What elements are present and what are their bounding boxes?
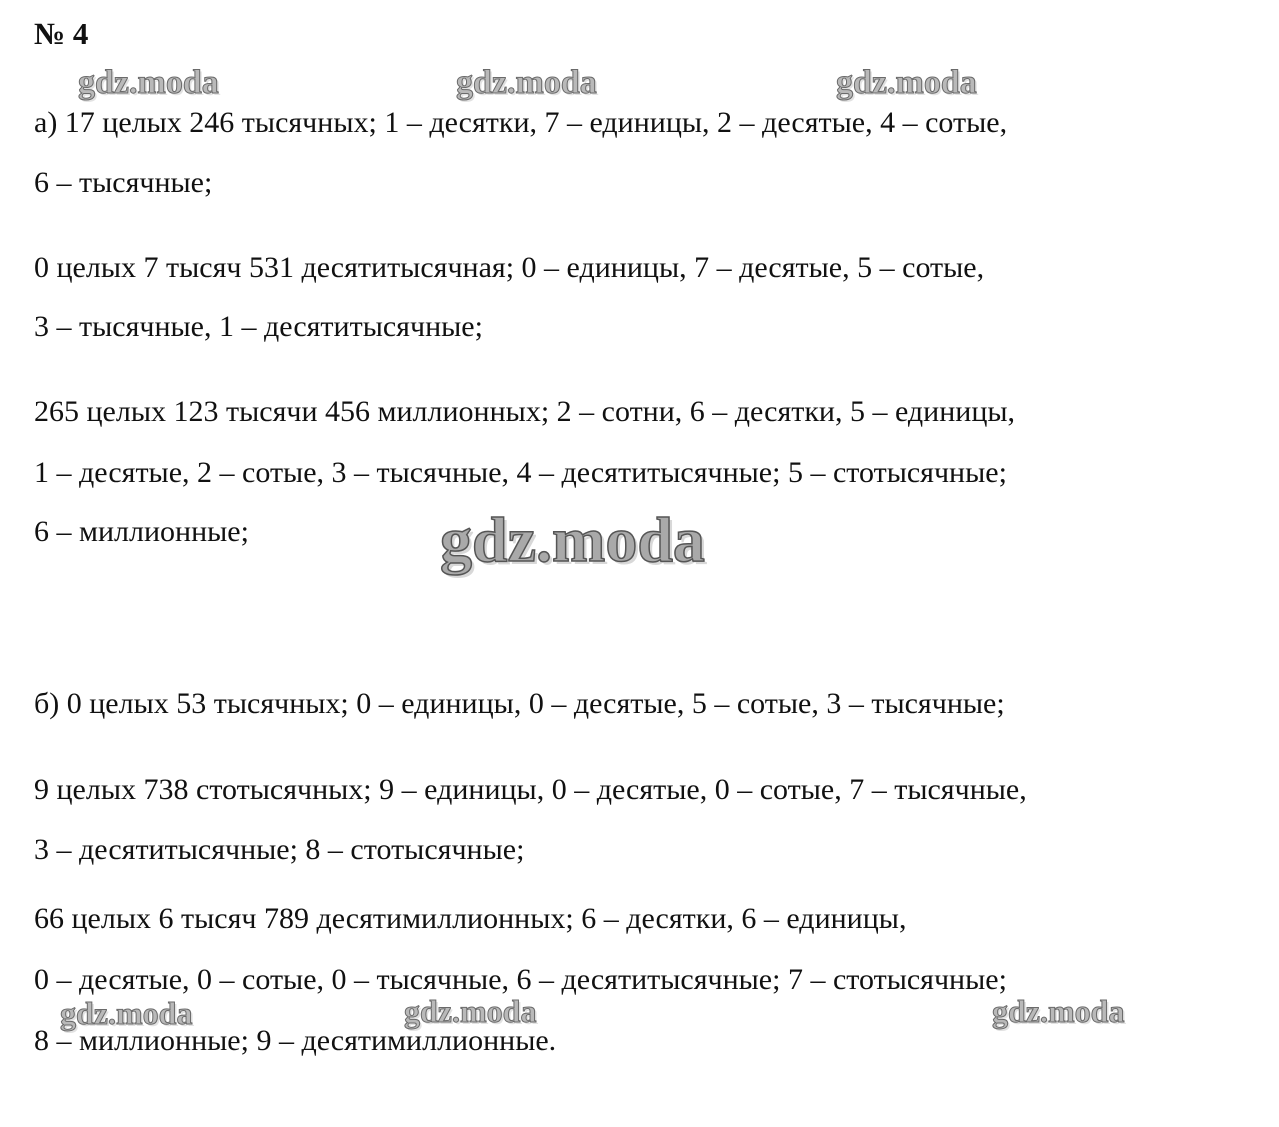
text-line-a3: 0 целых 7 тысяч 531 десятитысячная; 0 – единицы, 7 – десятые, 5 – сотые,: [34, 251, 985, 284]
text-line-b3: 3 – десятитысячные; 8 – стотысячные;: [34, 833, 525, 866]
text-line-a4: 3 – тысячные, 1 – десятитысячные;: [34, 310, 483, 343]
text-line-b1: б) 0 целых 53 тысячных; 0 – единицы, 0 – десятые, 5 – сотые, 3 – тысячные;: [34, 687, 1005, 720]
text-line-a5: 265 целых 123 тысячи 456 миллионных; 2 – сотни, 6 – десятки, 5 – единицы,: [34, 395, 1016, 428]
watermark-logo: gdz.moda: [78, 64, 219, 101]
watermark-logo: gdz.moda: [404, 993, 537, 1029]
text-line-b4: 66 целых 6 тысяч 789 десятимиллионных; 6 – десятки, 6 – единицы,: [34, 902, 907, 935]
text-line-b5: 0 – десятые, 0 – сотые, 0 – тысячные, 6 – десятитысячные; 7 – стотысячные;: [34, 963, 1007, 996]
watermark-logo: gdz.moda: [456, 64, 597, 101]
watermark-logo-large: gdz.moda: [440, 504, 705, 575]
text-line-a1: а) 17 целых 246 тысячных; 1 – десятки, 7 – единицы, 2 – десятые, 4 – сотые,: [34, 106, 1008, 139]
text-line-a7: 6 – миллионные;: [34, 515, 249, 548]
text-line-a2: 6 – тысячные;: [34, 166, 213, 199]
watermark-logo: gdz.moda: [992, 993, 1125, 1029]
text-line-a6: 1 – десятые, 2 – сотые, 3 – тысячные, 4 – десятитысячные; 5 – стотысячные;: [34, 456, 1007, 489]
text-line-b2: 9 целых 738 стотысячных; 9 – единицы, 0 – десятые, 0 – сотые, 7 – тысячные,: [34, 773, 1027, 806]
watermark-logo: gdz.moda: [836, 64, 977, 101]
watermark-logo: gdz.moda: [60, 995, 193, 1031]
text-line-b6: 8 – миллионные; 9 – десятимиллионные.: [34, 1024, 557, 1057]
exercise-title: № 4: [34, 16, 89, 51]
